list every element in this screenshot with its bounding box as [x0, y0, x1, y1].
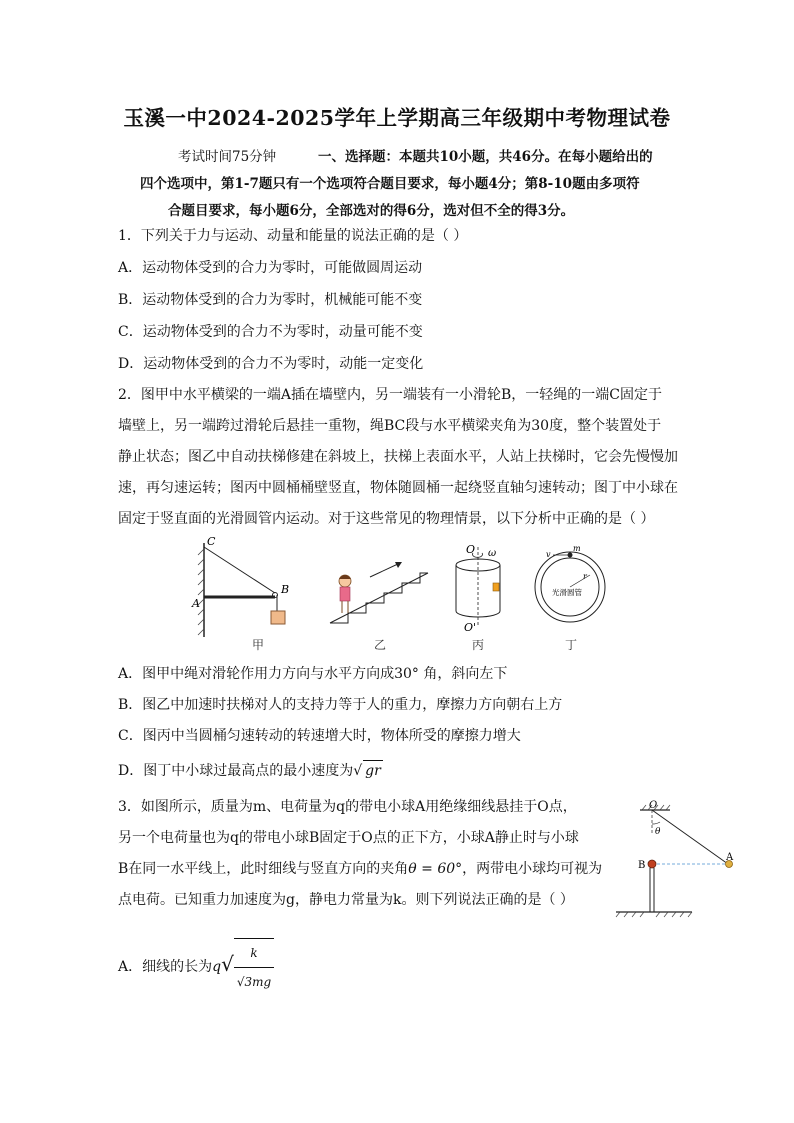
q2-option-c: C．图丙中当圆桶匀速转动的转速增大时，物体所受的摩擦力增大	[118, 728, 521, 744]
q3-stem-line-3-text: B在同一水平线上，此时细线与竖直方向的夹角	[118, 861, 409, 877]
q3-option-a-fraction	[234, 938, 274, 996]
q1-option-b: B．运动物体受到的合力为零时，机械能可能不变	[118, 292, 423, 308]
q3-stem-line-4: 点电荷。已知重力加速度为g，静电力常量为k。则下列说法正确的是（ ）	[118, 892, 574, 908]
q1-option-c: C．运动物体受到的合力不为零时，动量可能不变	[118, 324, 423, 340]
caption-bing: 丙	[472, 638, 485, 652]
fraction-numerator: k	[234, 939, 274, 968]
q3-label-b: B	[638, 860, 646, 871]
label-b: B	[281, 583, 290, 596]
q3-option-a	[118, 938, 274, 996]
figure-ding	[535, 544, 605, 622]
q2-option-d-text: D．图丁中小球过最高点的最小速度为	[118, 763, 354, 779]
q2-stem-line-4: 速，再匀速运转；图丙中圆桶桶壁竖直，物体随圆桶一起绕竖直轴匀速转动；图丁中小球在	[118, 480, 678, 496]
q2-option-d	[118, 760, 383, 781]
caption-yi: 乙	[374, 638, 387, 652]
page-title: 玉溪一中2024-2025学年上学期高三年级期中考物理试卷	[123, 106, 671, 130]
section-intro-line-3: 合题目要求，每小题6分，全部选对的得6分，选对但不全的得3分。	[168, 203, 575, 219]
q1-option-a: A．运动物体受到的合力为零时，可能做圆周运动	[118, 260, 423, 276]
q3-option-a-text: A．细线的长为	[118, 959, 213, 975]
label-r: r	[583, 572, 587, 581]
q2-stem-line-1: 2．图甲中水平横梁的一端A插在墙壁内，另一端装有一小滑轮B，一轻绳的一端C固定于	[118, 387, 663, 403]
label-omega: ω	[488, 548, 497, 559]
caption-jia: 甲	[252, 638, 265, 652]
figure-yi	[330, 562, 428, 623]
q3-theta-math: θ = 60°	[408, 861, 463, 877]
caption-ding: 丁	[565, 638, 578, 652]
label-tube: 光滑圆管	[552, 588, 582, 597]
q3-label-o: O	[649, 800, 658, 811]
q3-stem-line-3	[118, 859, 602, 879]
q2-stem-line-3: 静止状态；图乙中自动扶梯修建在斜坡上，扶梯上表面水平，人站上扶梯时，它会先慢慢加	[118, 449, 678, 465]
q1-option-d: D．运动物体受到的合力不为零时，动能一定变化	[118, 356, 424, 372]
sqrt-sign: √	[221, 952, 234, 976]
q3-stem-line-3-tail: ，两带电小球均可视为	[462, 861, 603, 877]
q2-figures	[180, 535, 620, 660]
sqrt-sign: √	[353, 763, 363, 779]
q3-label-theta: θ	[655, 827, 661, 837]
label-o: O	[466, 543, 476, 556]
q2-option-d-math: gr	[363, 760, 383, 781]
label-m: m	[573, 544, 581, 553]
label-o-prime: O'	[464, 621, 477, 634]
figure-bing	[456, 543, 500, 634]
q3-label-a: A	[726, 852, 734, 863]
q3-figure	[612, 800, 752, 920]
q1-stem: 1．下列关于力与运动、动量和能量的说法正确的是（ ）	[118, 228, 468, 244]
section-intro-line-2: 四个选项中，第1-7题只有一个选项符合题目要求，每小题4分；第8-10题由多项符	[140, 176, 640, 192]
label-a: A	[192, 597, 200, 610]
fraction-denominator: √3mg	[236, 975, 272, 989]
label-c: C	[207, 535, 216, 548]
q3-option-a-q: q	[212, 959, 222, 975]
q3-stem-line-2: 另一个电荷量也为q的带电小球B固定于O点的正下方，小球A静止时与小球	[118, 830, 579, 846]
section-intro-line-1: 一、选择题：本题共10小题，共46分。在每小题给出的	[318, 149, 653, 165]
q3-stem-line-1: 3．如图所示，质量为m、电荷量为q的带电小球A用绝缘细线悬挂于O点，	[118, 799, 577, 815]
q2-stem-line-5: 固定于竖直面的光滑圆管内运动。对于这些常见的物理情景，以下分析中正确的是（ ）	[118, 511, 655, 527]
figure-jia	[191, 535, 289, 637]
label-v: v	[546, 550, 551, 559]
q2-option-b: B．图乙中加速时扶梯对人的支持力等于人的重力，摩擦力方向朝右上方	[118, 697, 563, 713]
q2-stem-line-2: 墙壁上，另一端跨过滑轮后悬挂一重物，绳BC段与水平横梁夹角为30度，整个装置处于	[118, 418, 662, 434]
q2-option-a: A．图甲中绳对滑轮作用力方向与水平方向成30° 角，斜向左下	[118, 666, 508, 682]
exam-time: 考试时间75分钟	[178, 149, 277, 165]
